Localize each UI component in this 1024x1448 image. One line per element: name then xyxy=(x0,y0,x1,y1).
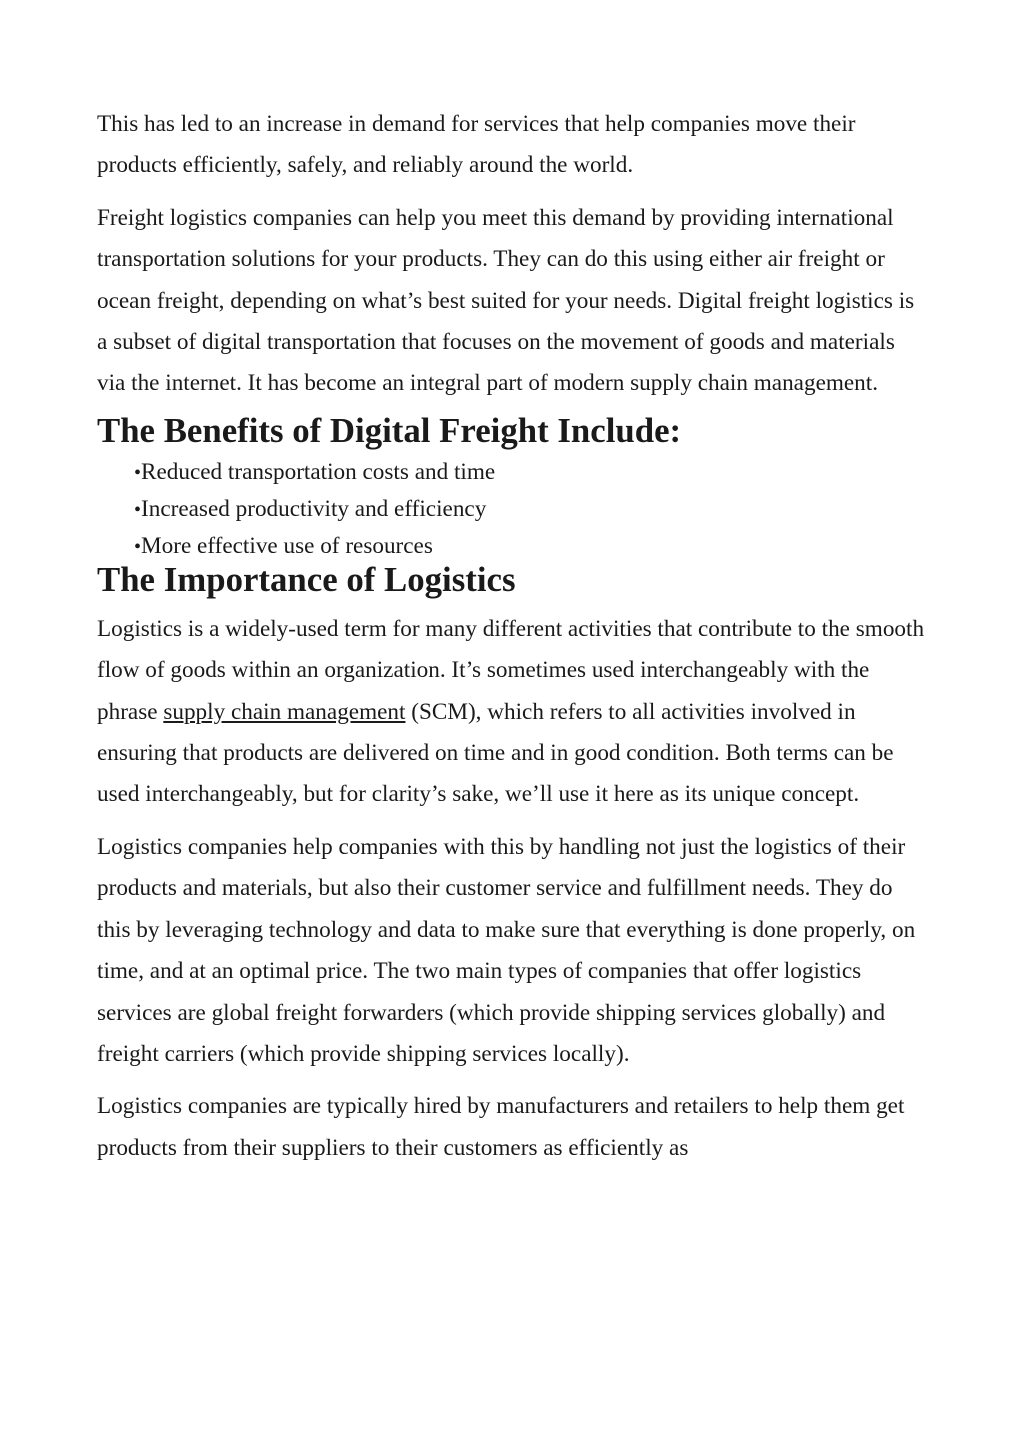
heading-importance: The Importance of Logistics xyxy=(97,559,516,599)
supply-chain-management-link[interactable]: supply chain management xyxy=(163,698,406,725)
paragraph-manufacturers: Logistics companies are typically hired by manufacturers and retailers to help them get products from their suppliers to their customers as efficiently as xyxy=(97,1093,905,1161)
bullet-icon: • xyxy=(134,498,142,521)
paragraph-logistics-companies: Logistics companies help companies with this by handling not just the logistics of their products and materials, but also their customer service and fulfillment needs. They do this by leveraging technology and data to make sure that everything is done properly, on time, and at an optimal price. The two main types of companies that offer logistics services are global freight forwarders (which provide shipping services globally) and freight carriers (which provide shipping services locally). xyxy=(97,833,916,1067)
list-item-text: Reduced transportation costs and time xyxy=(141,458,496,485)
list-item xyxy=(134,454,927,491)
paragraph-freight-logistics: Freight logistics companies can help you meet this demand by providing international transportation solutions for your products. They can do this using either air freight or ocean freight, depending on what’s best suited for your needs. Digital freight logistics is a subset of digital transportation that focuses on the movement of goods and materials via the internet. It has become an integral part of modern supply chain management. xyxy=(97,204,915,397)
list-item-text: More effective use of resources xyxy=(141,532,433,559)
document-page xyxy=(97,104,927,1180)
paragraph-text: Logistics is a widely-used term for many different activities that contribute to the smooth flow of goods within an organization. It’s sometimes used interchangeably with the phrase xyxy=(97,615,925,725)
bullet-icon: • xyxy=(134,461,142,484)
benefits-list xyxy=(97,454,927,565)
heading-benefits: The Benefits of Digital Freight Include: xyxy=(97,410,682,450)
paragraph-text: (SCM), which refers to all activities involved in ensuring that products are delivered on time and in good condition. Both terms can be used interchangeably, but for clarity’s sake, we’ll use it here as its unique concept. xyxy=(97,698,894,808)
paragraph-intro: This has led to an increase in demand for services that help companies move their products efficiently, safely, and reliably around the world. xyxy=(97,111,856,179)
list-item xyxy=(134,491,927,528)
paragraph-logistics-definition xyxy=(97,609,927,816)
bullet-icon: • xyxy=(134,535,142,558)
list-item-text: Increased productivity and efficiency xyxy=(141,495,487,522)
